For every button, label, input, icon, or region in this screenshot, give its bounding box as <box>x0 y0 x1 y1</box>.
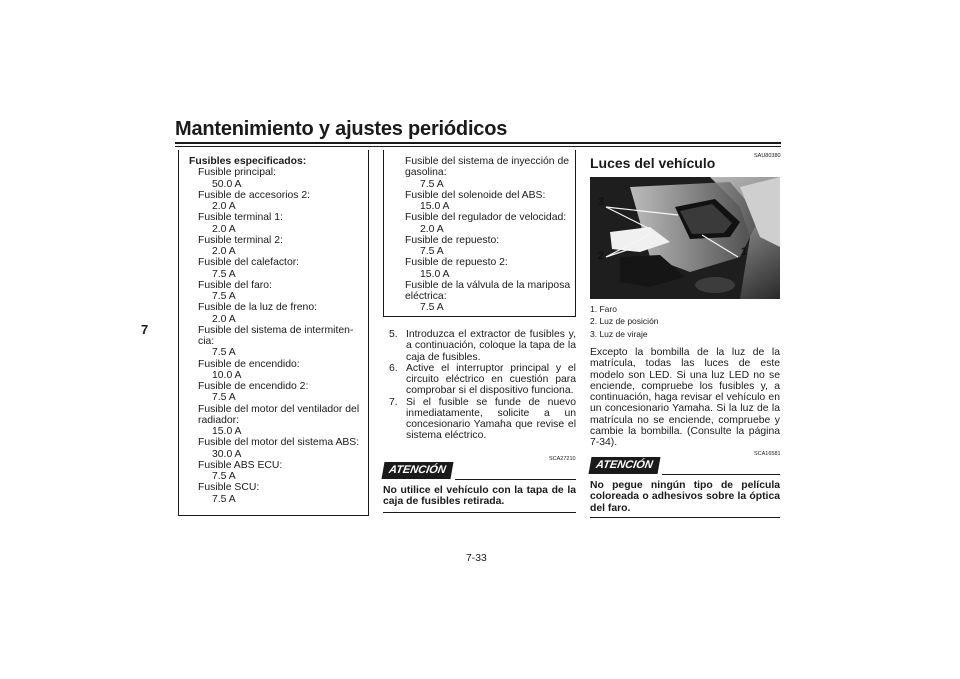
fuse-value: 2.0 A <box>212 223 236 235</box>
fuse-value: 7.5 A <box>420 178 444 190</box>
fuse-name: radiador: <box>198 414 240 426</box>
attention-label: ATENCIÓN <box>589 457 661 474</box>
step-number: 5. <box>389 329 398 340</box>
list-item <box>389 397 576 442</box>
fuse-value: 10.0 A <box>212 369 242 381</box>
list-item <box>389 329 576 363</box>
spec-heading: Fusibles especificados: <box>189 156 307 167</box>
fuse-name: Fusible del solenoide del ABS: <box>405 189 546 201</box>
legend-item: 3. Luz de viraje <box>590 328 648 339</box>
fuse-value: 7.5 A <box>212 392 236 404</box>
fuse-name: Fusible del motor del sistema ABS: <box>198 437 360 449</box>
callout-1: 1 <box>741 246 748 258</box>
fuse-name: Fusible SCU: <box>198 482 260 494</box>
fuse-name: cia: <box>198 336 215 347</box>
fuse-value: 7.5 A <box>420 302 444 314</box>
step-text: Introduzca el extractor de fusibles y, a continuación, coloque la tapa de la caja de fusibles. <box>406 329 576 363</box>
page-number: 7-33 <box>466 553 487 564</box>
step-text: Active el interruptor principal y el circuito eléctrico en cuestión para comprobar si el dispositivo funciona. <box>406 362 576 397</box>
fuse-value: 2.0 A <box>420 223 444 235</box>
fuse-value: 7.5 A <box>212 291 236 302</box>
step-number: 6. <box>389 362 398 374</box>
fuse-name: Fusible del faro: <box>198 279 272 291</box>
attention-header <box>590 457 780 477</box>
fuse-value: 30.0 A <box>212 448 242 460</box>
fuse-name: eléctrica: <box>405 291 447 302</box>
fuse-value: 2.0 A <box>212 201 236 212</box>
fuse-name: Fusible de la válvula de la mariposa <box>405 279 571 291</box>
section-title: Luces del vehículo <box>590 155 716 171</box>
fuse-value: 7.5 A <box>212 493 236 505</box>
fuse-value: 7.5 A <box>212 471 236 482</box>
title-rule-thin <box>175 146 781 147</box>
chapter-number: 7 <box>141 322 149 337</box>
fuse-name: Fusible del regulador de velocidad: <box>405 212 567 224</box>
attention-label: ATENCIÓN <box>382 462 454 479</box>
fuse-value: 15.0 A <box>420 201 450 212</box>
title-rule <box>175 142 781 144</box>
attention-header <box>383 462 576 482</box>
fuse-name: Fusible de repuesto 2: <box>405 257 508 269</box>
fuse-name: gasolina: <box>405 167 447 179</box>
attention-bottom-rule <box>383 512 576 513</box>
attention-rule <box>455 479 576 480</box>
steps-list <box>389 329 576 442</box>
fuse-value: 50.0 A <box>212 178 242 190</box>
reference-code: SCA27210 <box>549 456 576 462</box>
fuse-name: Fusible del calefactor: <box>198 257 300 269</box>
fuse-value: 2.0 A <box>212 246 236 257</box>
callout-3: 3 <box>598 196 605 208</box>
fuse-name: Fusible terminal 2: <box>198 234 283 246</box>
fuse-value: 15.0 A <box>420 268 450 280</box>
page-title: Mantenimiento y ajustes periódicos <box>175 118 508 140</box>
attention-rule <box>662 474 780 475</box>
figure-legend <box>590 303 659 340</box>
fuse-value: 7.5 A <box>420 246 444 257</box>
spec-box-left <box>178 150 369 516</box>
attention-bottom-rule <box>590 517 780 518</box>
fuse-name: Fusible de encendido 2: <box>198 381 309 392</box>
fuse-name: Fusible del sistema de intermiten- <box>198 324 354 336</box>
attention-text: No utilice el vehículo con la tapa de la caja de fusibles retirada. <box>383 485 576 508</box>
legend-item: 2. Luz de posición <box>590 316 659 327</box>
fuse-name: Fusible de repuesto: <box>405 234 500 246</box>
section-code: SAU80380 <box>754 153 781 159</box>
motorcycle-front-illustration <box>590 177 780 299</box>
fuse-value: 2.0 A <box>212 313 236 325</box>
reference-code: SCA16581 <box>754 451 781 457</box>
fuse-name: Fusible terminal 1: <box>198 212 283 224</box>
fuse-name: Fusible de encendido: <box>198 358 300 370</box>
fuse-value: 7.5 A <box>212 268 236 280</box>
attention-text: No pegue ningún tipo de película coloreada o adhesivos sobre la óptica del faro. <box>590 480 780 514</box>
spec-list-right <box>384 156 577 314</box>
step-number: 7. <box>389 396 398 408</box>
fuse-name: Fusible del sistema de inyección de <box>405 156 570 167</box>
fuse-name: Fusible principal: <box>198 167 276 179</box>
fuse-name: Fusible de accesorios 2: <box>198 189 311 201</box>
callout-2: 2 <box>598 250 605 262</box>
step-text: Si el fusible se funde de nuevo inmediatamente, solicite a un concesionario Yamaha que revise el sistema eléctrico. <box>406 396 576 442</box>
fuse-name: Fusible del motor del ventilador del <box>198 403 360 415</box>
fuse-name: Fusible de la luz de freno: <box>198 302 317 314</box>
spec-list-left <box>179 156 370 505</box>
fuse-name: Fusible ABS ECU: <box>198 459 283 471</box>
fuse-value: 7.5 A <box>212 347 236 359</box>
spec-box-right <box>383 150 576 317</box>
list-item <box>389 363 576 397</box>
fuse-value: 15.0 A <box>212 426 242 437</box>
motorcycle-lights-photo <box>590 177 780 299</box>
legend-item: 1. Faro <box>590 304 617 314</box>
body-paragraph: Excepto la bombilla de la luz de la matrícula, todas las luces de este modelo son LED. Si una luz LED no se enciende, compruebe los fusibles y, a continuación, haga revisar el vehículo en un concesionario Yamaha. Si la luz de la matrícula no se enciende, compruebe y cambie la bombilla. (Consulte la página 7-34). <box>590 347 780 448</box>
